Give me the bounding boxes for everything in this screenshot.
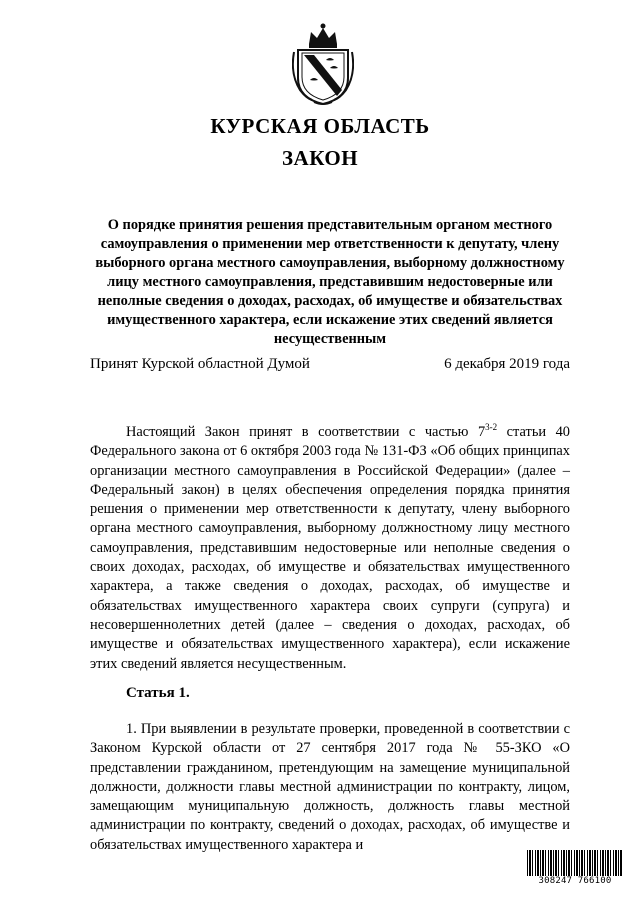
preamble-text-start: Настоящий Закон принят в соответствии с частью 7 bbox=[126, 424, 486, 440]
barcode bbox=[527, 850, 623, 886]
region-title: КУРСКАЯ ОБЛАСТЬ bbox=[210, 114, 430, 138]
law-subject-title: О порядке принятия решения представительным органом местного самоуправления о применении мер ответственности к депутату, члену выборного органа местного самоуправления, выборному должностному лицу местного самоуправления, представившим недостоверные или неполные сведения о доходах, расходах, об имуществе и обязательствах имущественного характера, если искажение этих сведений является несущественным bbox=[95, 217, 565, 347]
article-1-paragraph: 1. При выявлении в результате проверки, проведенной в соответствии с Законом Курской области от 27 сентября 2017 года № 55-ЗКО «О представлении гражданином, претендующим на замещение муниципальной должности, должности главы местной администрации по контракту, лицом, замещающим муниципальную должность, должность главы местной администрации по контракту, сведений о доходах, расходах, об имуществе и обязательствах имущественного характера и bbox=[90, 721, 570, 853]
document-type-title: ЗАКОН bbox=[281, 146, 359, 170]
barcode-number: 308247 766100 bbox=[538, 876, 612, 886]
barcode-bars-icon bbox=[527, 850, 623, 876]
adoption-line bbox=[90, 356, 570, 376]
preamble-text-rest: статьи 40 Федерального закона от 6 октября 2003 года № 131-ФЗ «Об общих принципах организации местного самоуправления в Российской Федерации» (далее – Федеральный закон) в целях обеспечения определения порядка принятия решения о применении мер ответственности к депутату, члену выборного органа местного самоуправления, выборному должностному лицу местного самоуправления, представившим недостоверные или неполные сведения о своих доходах, расходах, об имуществе и обязательствах имущественного характера, а также сведения о доходах, расходах, об имуществе и обязательствах имущественного характера своих супруги (супруга) и несовершеннолетних детей (далее – сведения о доходах, расходах, об имуществе и обязательствах имущественного характера), если искажение этих сведений является несущественным. bbox=[90, 424, 570, 672]
coat-of-arms-icon bbox=[292, 22, 354, 106]
part-superscript: 3-2 bbox=[485, 422, 498, 433]
adopted-by: Принят Курской областной Думой bbox=[90, 356, 310, 372]
adoption-date: 6 декабря 2019 года bbox=[444, 356, 570, 372]
preamble-paragraph bbox=[90, 423, 570, 674]
article-heading: Статья 1. bbox=[126, 685, 190, 701]
